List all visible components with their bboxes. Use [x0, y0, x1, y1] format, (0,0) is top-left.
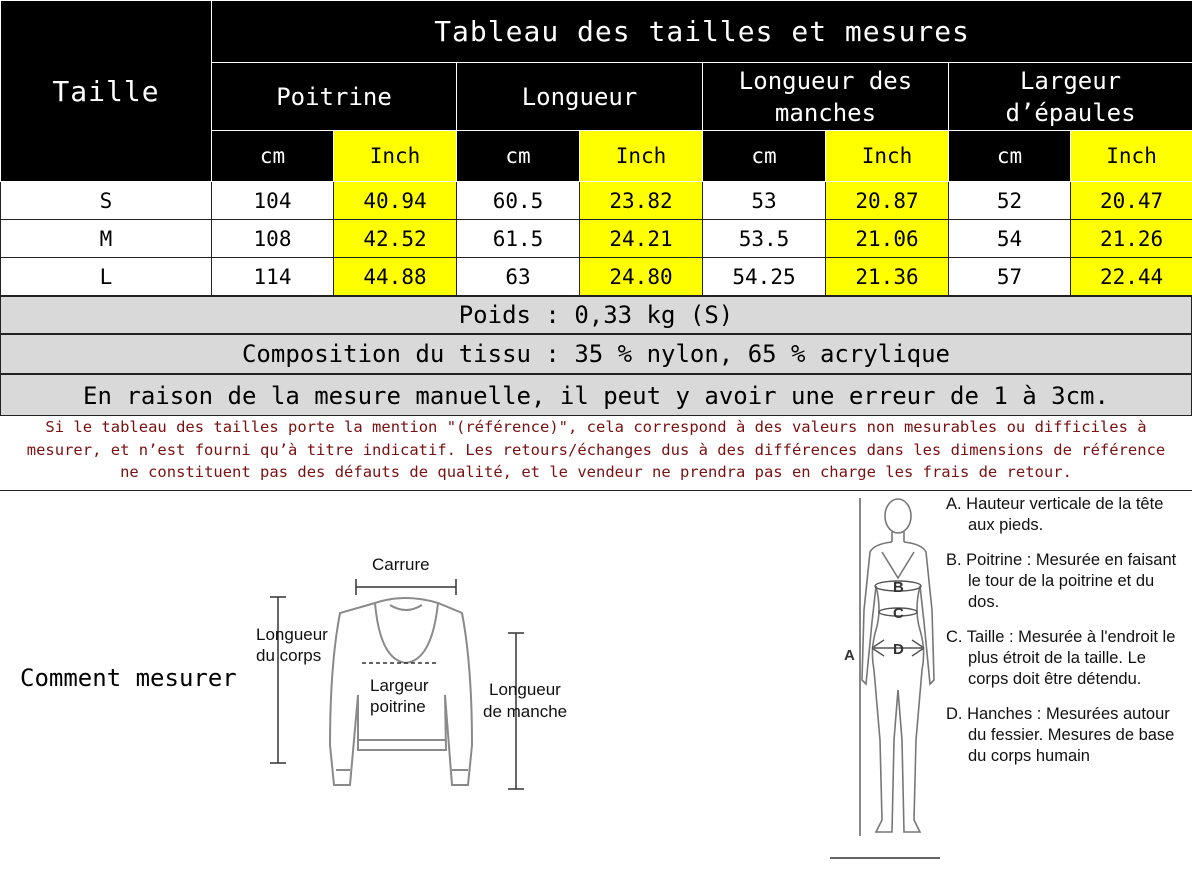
body-outline [862, 499, 934, 832]
disclaimer-note [0, 416, 1192, 491]
group-header-chest: Poitrine [212, 63, 457, 131]
size-cell: S [1, 182, 212, 220]
size-cell: M [1, 220, 212, 258]
size-header-text: Taille [52, 74, 160, 108]
legend-item-c: C. Taille : Mesurée à l'endroit le plus étroit de la taille. Le corps doit être détendu. [946, 628, 1176, 688]
value-cell: 20.47 [1071, 182, 1192, 220]
group-header-length: Longueur [457, 63, 703, 131]
value-cell: 63 [457, 258, 580, 296]
unit-cm: cm [949, 131, 1071, 182]
unit-cm: cm [703, 131, 826, 182]
body-length-label: du corps [256, 646, 322, 665]
legend-item-d: D. Hanches : Mesurées autour du fessier. Mesures de base du corps humain [946, 705, 1175, 765]
garment-diagram [240, 545, 600, 795]
how-to-measure-label: Comment mesurer [20, 664, 237, 692]
chest-label: poitrine [370, 697, 426, 716]
value-cell: 54.25 [703, 258, 826, 296]
value-cell: 104 [212, 182, 334, 220]
value-cell: 40.94 [334, 182, 457, 220]
value-cell: 53.5 [703, 220, 826, 258]
value-cell: 61.5 [457, 220, 580, 258]
sleeve-length-label: Longueur [489, 680, 561, 699]
body-figure [828, 490, 940, 862]
unit-inch: Inch [1071, 131, 1192, 182]
table-row [1, 258, 1192, 296]
unit-cm: cm [212, 131, 334, 182]
unit-inch: Inch [826, 131, 949, 182]
composition-bar: Composition du tissu : 35 % nylon, 65 % acrylique [0, 334, 1192, 374]
value-cell: 42.52 [334, 220, 457, 258]
size-column-header [1, 1, 212, 182]
marker-d: D [893, 641, 904, 658]
value-cell: 24.80 [580, 258, 703, 296]
chest-label: Largeur [370, 676, 429, 695]
value-cell: 44.88 [334, 258, 457, 296]
value-cell: 20.87 [826, 182, 949, 220]
group-header-sleeve: Longueur des manches [703, 63, 949, 131]
unit-cm: cm [457, 131, 580, 182]
size-table [0, 0, 1192, 296]
value-cell: 22.44 [1071, 258, 1192, 296]
value-cell: 21.26 [1071, 220, 1192, 258]
disclaimer-line: Si le tableau des tailles porte la mention "(référence)", cela correspond à des valeurs non mesurables ou difficiles à [45, 418, 1147, 436]
marker-c: C [893, 605, 904, 622]
value-cell: 23.82 [580, 182, 703, 220]
shoulder-label: Carrure [372, 555, 430, 574]
table-title: Tableau des tailles et mesures [212, 1, 1192, 63]
value-cell: 53 [703, 182, 826, 220]
body-length-label: Longueur [256, 625, 328, 644]
value-cell: 21.36 [826, 258, 949, 296]
legend-item-a: A. Hauteur verticale de la tête aux pieds. [946, 495, 1164, 534]
value-cell: 54 [949, 220, 1071, 258]
legend-item-b: B. Poitrine : Mesurée en faisant le tour de la poitrine et du dos. [946, 551, 1177, 611]
weight-bar: Poids : 0,33 kg (S) [0, 296, 1192, 334]
value-cell: 52 [949, 182, 1071, 220]
size-cell: L [1, 258, 212, 296]
table-row [1, 182, 1192, 220]
measurement-error-bar: En raison de la mesure manuelle, il peut y avoir une erreur de 1 à 3cm. [0, 374, 1192, 416]
sleeve-length-label: de manche [483, 702, 568, 721]
value-cell: 24.21 [580, 220, 703, 258]
value-cell: 108 [212, 220, 334, 258]
unit-inch: Inch [334, 131, 457, 182]
value-cell: 21.06 [826, 220, 949, 258]
group-header-shoulder: Largeur d’épaules [949, 63, 1192, 131]
value-cell: 60.5 [457, 182, 580, 220]
unit-inch: Inch [580, 131, 703, 182]
disclaimer-line: ne constituent pas des défauts de qualité, et le vendeur ne prendra pas en charge les frais de retour. [120, 463, 1072, 481]
disclaimer-line: mesurer, et n’est fourni qu’à titre indicatif. Les retours/échanges dus à des différences dans les dimensions de référence [26, 440, 1166, 459]
marker-a: A [844, 647, 855, 664]
body-measure-legend [946, 494, 1186, 767]
value-cell: 57 [949, 258, 1071, 296]
table-row [1, 220, 1192, 258]
value-cell: 114 [212, 258, 334, 296]
marker-b: B [893, 579, 904, 596]
